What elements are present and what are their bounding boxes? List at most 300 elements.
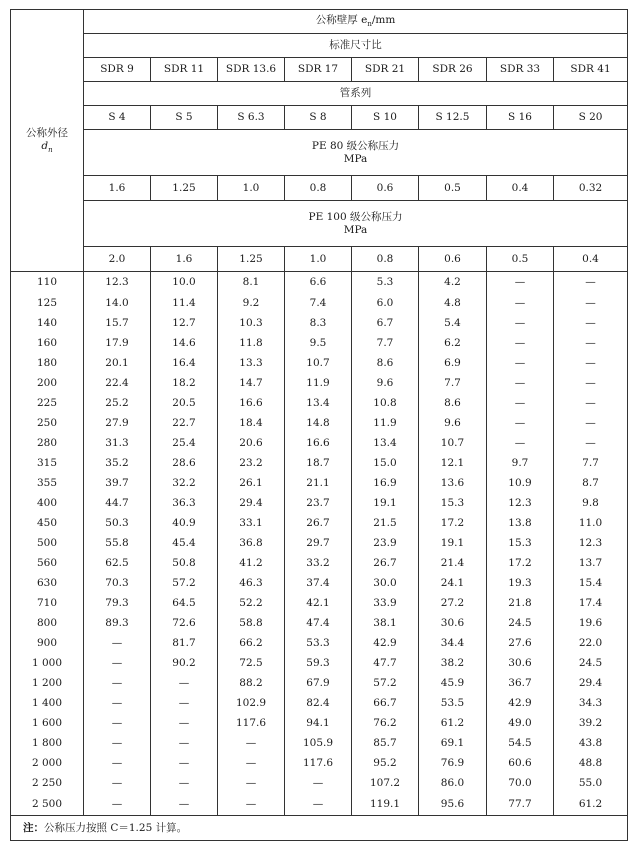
outer-diameter-cell: 560 (11, 553, 84, 573)
outer-diameter-cell: 1 600 (11, 713, 84, 733)
wall-thickness-cell: 29.4 (218, 493, 285, 513)
wall-thickness-cell: 86.0 (419, 773, 487, 793)
table-body (11, 272, 628, 816)
wall-thickness-cell: — (487, 293, 554, 313)
wall-thickness-cell: 45.4 (151, 533, 218, 553)
wall-thickness-cell: 88.2 (218, 673, 285, 693)
wall-thickness-cell: 8.7 (554, 473, 628, 493)
series-row (11, 106, 628, 130)
pe100-cell: 0.5 (487, 247, 554, 272)
table-row (11, 453, 628, 473)
table-row (11, 473, 628, 493)
wall-thickness-cell: 95.2 (352, 753, 419, 773)
outer-diameter-cell: 2 000 (11, 753, 84, 773)
outer-diameter-cell: 2 500 (11, 793, 84, 816)
wall-thickness-cell: 42.9 (352, 633, 419, 653)
wall-thickness-cell: 14.6 (151, 333, 218, 353)
wall-thickness-cell: 15.4 (554, 573, 628, 593)
wall-thickness-cell: 66.2 (218, 633, 285, 653)
outer-diameter-label: 公称外径 (26, 126, 68, 139)
pe100-row (11, 247, 628, 272)
table-header (11, 10, 628, 272)
wall-thickness-cell: 10.9 (487, 473, 554, 493)
wall-thickness-cell: 21.8 (487, 593, 554, 613)
wall-thickness-cell: 76.9 (419, 753, 487, 773)
wall-thickness-cell: 39.2 (554, 713, 628, 733)
wall-thickness-cell: 13.8 (487, 513, 554, 533)
wall-thickness-cell: 26.1 (218, 473, 285, 493)
outer-diameter-cell: 355 (11, 473, 84, 493)
wall-thickness-cell: 47.7 (352, 653, 419, 673)
table-row (11, 493, 628, 513)
note-label: 注： (23, 821, 44, 834)
wall-thickness-cell: — (84, 713, 151, 733)
outer-diameter-cell: 200 (11, 373, 84, 393)
wall-thickness-cell: 9.6 (419, 413, 487, 433)
table-row (11, 733, 628, 753)
outer-diameter-cell: 1 800 (11, 733, 84, 753)
wall-thickness-cell: 37.4 (285, 573, 352, 593)
wall-thickness-cell: 69.1 (419, 733, 487, 753)
wall-thickness-cell: 5.4 (419, 313, 487, 333)
wall-thickness-cell: 9.2 (218, 293, 285, 313)
wall-thickness-cell: 9.6 (352, 373, 419, 393)
outer-diameter-cell: 125 (11, 293, 84, 313)
wall-thickness-cell: 57.2 (151, 573, 218, 593)
table-row (11, 293, 628, 313)
wall-thickness-cell: 11.8 (218, 333, 285, 353)
wall-thickness-cell: 34.3 (554, 693, 628, 713)
wall-thickness-cell: — (218, 733, 285, 753)
wall-thickness-cell: 64.5 (151, 593, 218, 613)
pe100-cell: 1.0 (285, 247, 352, 272)
pe80-cell: 0.6 (352, 176, 419, 201)
wall-thickness-cell: 8.3 (285, 313, 352, 333)
table-row (11, 653, 628, 673)
outer-diameter-cell: 450 (11, 513, 84, 533)
wall-thickness-cell: 6.0 (352, 293, 419, 313)
wall-thickness-cell: — (84, 653, 151, 673)
wall-thickness-cell: 14.0 (84, 293, 151, 313)
wall-thickness-cell: 16.4 (151, 353, 218, 373)
wall-thickness-cell: 42.1 (285, 593, 352, 613)
series-cell: S 6.3 (218, 106, 285, 130)
pe80-cell: 0.4 (487, 176, 554, 201)
wall-thickness-cell: 16.6 (285, 433, 352, 453)
wall-thickness-cell: 72.5 (218, 653, 285, 673)
wall-thickness-cell: 119.1 (352, 793, 419, 816)
outer-diameter-cell: 1 400 (11, 693, 84, 713)
wall-thickness-cell: 9.8 (554, 493, 628, 513)
pe80-cell: 0.5 (419, 176, 487, 201)
wall-thickness-cell: 19.6 (554, 613, 628, 633)
wall-thickness-cell: 13.4 (352, 433, 419, 453)
wall-thickness-cell: 13.7 (554, 553, 628, 573)
wall-thickness-cell: — (487, 393, 554, 413)
wall-thickness-cell: — (84, 673, 151, 693)
outer-diameter-cell: 110 (11, 272, 84, 294)
wall-thickness-cell: 58.8 (218, 613, 285, 633)
wall-thickness-cell: 117.6 (218, 713, 285, 733)
wall-thickness-cell: 17.9 (84, 333, 151, 353)
pe80-title: PE 80 级公称压力 (311, 139, 400, 152)
sdr-cell: SDR 11 (151, 58, 218, 82)
wall-thickness-cell: 16.6 (218, 393, 285, 413)
outer-diameter-cell: 315 (11, 453, 84, 473)
wall-thickness-cell: — (84, 773, 151, 793)
series-cell: S 5 (151, 106, 218, 130)
pe80-cell: 0.8 (285, 176, 352, 201)
wall-thickness-cell: 90.2 (151, 653, 218, 673)
table-row (11, 393, 628, 413)
wall-thickness-subscript: n (367, 20, 372, 29)
wall-thickness-cell: 107.2 (352, 773, 419, 793)
wall-thickness-cell: 6.6 (285, 272, 352, 294)
wall-thickness-cell: — (218, 793, 285, 816)
wall-thickness-cell: 25.2 (84, 393, 151, 413)
wall-thickness-cell: 15.3 (487, 533, 554, 553)
wall-thickness-cell: 14.7 (218, 373, 285, 393)
wall-thickness-cell: 31.3 (84, 433, 151, 453)
sdr-cell: SDR 33 (487, 58, 554, 82)
wall-thickness-cell: 67.9 (285, 673, 352, 693)
wall-thickness-cell: 55.8 (84, 533, 151, 553)
wall-thickness-cell: 15.3 (419, 493, 487, 513)
wall-thickness-cell: — (151, 733, 218, 753)
wall-thickness-cell: 59.3 (285, 653, 352, 673)
pe80-unit: MPa (343, 152, 368, 165)
wall-thickness-cell: 43.8 (554, 733, 628, 753)
table-row (11, 353, 628, 373)
wall-thickness-cell: 28.6 (151, 453, 218, 473)
series-cell: S 10 (352, 106, 419, 130)
wall-thickness-cell: — (151, 753, 218, 773)
wall-thickness-cell: 95.6 (419, 793, 487, 816)
wall-thickness-cell: — (487, 353, 554, 373)
pe100-cell: 0.6 (419, 247, 487, 272)
wall-thickness-cell: 23.2 (218, 453, 285, 473)
table-row (11, 433, 628, 453)
outer-diameter-symbol-letter: d (41, 139, 49, 152)
wall-thickness-cell: 49.0 (487, 713, 554, 733)
wall-thickness-cell: — (84, 793, 151, 816)
wall-thickness-cell: 60.6 (487, 753, 554, 773)
outer-diameter-cell: 140 (11, 313, 84, 333)
wall-thickness-cell: 7.7 (352, 333, 419, 353)
pe100-cell: 0.8 (352, 247, 419, 272)
wall-thickness-cell: 30.6 (487, 653, 554, 673)
wall-thickness-cell: — (487, 373, 554, 393)
table-row (11, 633, 628, 653)
wall-thickness-cell: 76.2 (352, 713, 419, 733)
wall-thickness-cell: 36.7 (487, 673, 554, 693)
wall-thickness-cell: 70.0 (487, 773, 554, 793)
wall-thickness-cell: 52.2 (218, 593, 285, 613)
note-text: 公称压力按照 C＝1.25 计算。 (44, 821, 188, 834)
wall-thickness-cell: — (487, 272, 554, 294)
series-title: 管系列 (84, 82, 628, 106)
sdr-cell: SDR 21 (352, 58, 419, 82)
sdr-cell: SDR 9 (84, 58, 151, 82)
wall-thickness-cell: 40.9 (151, 513, 218, 533)
wall-thickness-cell: 24.1 (419, 573, 487, 593)
wall-thickness-cell: 19.1 (352, 493, 419, 513)
wall-thickness-cell: 54.5 (487, 733, 554, 753)
wall-thickness-cell: 85.7 (352, 733, 419, 753)
wall-thickness-cell: 55.0 (554, 773, 628, 793)
wall-thickness-cell: 13.6 (419, 473, 487, 493)
outer-diameter-cell: 280 (11, 433, 84, 453)
table-row (11, 513, 628, 533)
wall-thickness-cell: 39.7 (84, 473, 151, 493)
wall-thickness-cell: — (151, 793, 218, 816)
wall-thickness-cell: 12.1 (419, 453, 487, 473)
outer-diameter-cell: 630 (11, 573, 84, 593)
wall-thickness-cell: 7.4 (285, 293, 352, 313)
sdr-cell: SDR 17 (285, 58, 352, 82)
outer-diameter-cell: 400 (11, 493, 84, 513)
wall-thickness-cell: 53.3 (285, 633, 352, 653)
wall-thickness-cell: 30.0 (352, 573, 419, 593)
wall-thickness-cell: 82.4 (285, 693, 352, 713)
wall-thickness-cell: 30.6 (419, 613, 487, 633)
wall-thickness-cell: 7.7 (554, 453, 628, 473)
sdr-title: 标准尺寸比 (84, 34, 628, 58)
outer-diameter-cell: 900 (11, 633, 84, 653)
wall-thickness-cell: 18.4 (218, 413, 285, 433)
wall-thickness-cell: 23.7 (285, 493, 352, 513)
pe100-cell: 1.6 (151, 247, 218, 272)
wall-thickness-cell: 35.2 (84, 453, 151, 473)
wall-thickness-cell: 33.1 (218, 513, 285, 533)
pe100-title-cell (84, 201, 628, 247)
wall-thickness-cell: 34.4 (419, 633, 487, 653)
wall-thickness-cell: 33.2 (285, 553, 352, 573)
wall-thickness-cell: 11.0 (554, 513, 628, 533)
wall-thickness-cell: — (151, 713, 218, 733)
wall-thickness-cell: 27.6 (487, 633, 554, 653)
wall-thickness-cell: — (84, 693, 151, 713)
outer-diameter-cell: 225 (11, 393, 84, 413)
outer-diameter-cell: 2 250 (11, 773, 84, 793)
wall-thickness-cell: 50.3 (84, 513, 151, 533)
outer-diameter-subscript: n (48, 145, 53, 154)
wall-thickness-cell: — (554, 333, 628, 353)
wall-thickness-cell: — (487, 413, 554, 433)
table-row (11, 533, 628, 553)
wall-thickness-cell: 42.9 (487, 693, 554, 713)
wall-thickness-cell: 45.9 (419, 673, 487, 693)
wall-thickness-cell: 4.2 (419, 272, 487, 294)
wall-thickness-cell: 10.8 (352, 393, 419, 413)
wall-thickness-cell: 36.3 (151, 493, 218, 513)
wall-thickness-cell: 12.3 (487, 493, 554, 513)
pipe-wall-thickness-table (10, 9, 628, 841)
table-row (11, 693, 628, 713)
wall-thickness-cell: 9.7 (487, 453, 554, 473)
wall-thickness-cell: 19.1 (419, 533, 487, 553)
wall-thickness-cell: 38.2 (419, 653, 487, 673)
wall-thickness-cell: 8.1 (218, 272, 285, 294)
outer-diameter-cell: 500 (11, 533, 84, 553)
wall-thickness-cell: 70.3 (84, 573, 151, 593)
table-row (11, 593, 628, 613)
pe100-cell: 0.4 (554, 247, 628, 272)
wall-thickness-cell: 48.8 (554, 753, 628, 773)
wall-thickness-cell: 105.9 (285, 733, 352, 753)
wall-thickness-cell: 10.7 (419, 433, 487, 453)
wall-thickness-cell: 6.2 (419, 333, 487, 353)
wall-thickness-cell: 12.3 (554, 533, 628, 553)
wall-thickness-label: 公称壁厚 e (315, 14, 368, 27)
wall-thickness-cell: 9.5 (285, 333, 352, 353)
wall-thickness-cell: 21.1 (285, 473, 352, 493)
wall-thickness-cell: 25.4 (151, 433, 218, 453)
wall-thickness-cell: 24.5 (554, 653, 628, 673)
wall-thickness-cell: 94.1 (285, 713, 352, 733)
wall-thickness-cell: 17.4 (554, 593, 628, 613)
wall-thickness-cell: 20.6 (218, 433, 285, 453)
table-row (11, 313, 628, 333)
wall-thickness-cell: 81.7 (151, 633, 218, 653)
wall-thickness-cell: — (84, 733, 151, 753)
series-cell: S 12.5 (419, 106, 487, 130)
table-row (11, 713, 628, 733)
wall-thickness-cell: 26.7 (285, 513, 352, 533)
wall-thickness-cell: — (554, 373, 628, 393)
outer-diameter-header (11, 10, 84, 272)
pe80-cell: 1.6 (84, 176, 151, 201)
wall-thickness-cell: — (487, 313, 554, 333)
wall-thickness-cell: 72.6 (151, 613, 218, 633)
wall-thickness-cell: 13.4 (285, 393, 352, 413)
wall-thickness-cell: 15.7 (84, 313, 151, 333)
wall-thickness-cell: 6.9 (419, 353, 487, 373)
wall-thickness-cell: 29.4 (554, 673, 628, 693)
wall-thickness-cell: 47.4 (285, 613, 352, 633)
wall-thickness-cell: 18.7 (285, 453, 352, 473)
wall-thickness-cell: 79.3 (84, 593, 151, 613)
wall-thickness-cell: 11.9 (285, 373, 352, 393)
outer-diameter-cell: 1 200 (11, 673, 84, 693)
wall-thickness-cell: 11.4 (151, 293, 218, 313)
wall-thickness-cell: 4.8 (419, 293, 487, 313)
outer-diameter-symbol (41, 140, 52, 152)
wall-thickness-cell: — (218, 773, 285, 793)
wall-thickness-cell: — (285, 773, 352, 793)
outer-diameter-cell: 1 000 (11, 653, 84, 673)
sdr-cell: SDR 41 (554, 58, 628, 82)
outer-diameter-cell: 160 (11, 333, 84, 353)
table-row (11, 272, 628, 294)
table-row (11, 413, 628, 433)
wall-thickness-cell: 36.8 (218, 533, 285, 553)
wall-thickness-cell: 22.4 (84, 373, 151, 393)
wall-thickness-cell: 17.2 (487, 553, 554, 573)
pe100-cell: 1.25 (218, 247, 285, 272)
wall-thickness-cell: — (84, 633, 151, 653)
sdr-row (11, 58, 628, 82)
pe100-unit: MPa (343, 223, 368, 236)
wall-thickness-cell: 10.3 (218, 313, 285, 333)
outer-diameter-cell: 710 (11, 593, 84, 613)
table-row (11, 793, 628, 816)
wall-thickness-cell: 77.7 (487, 793, 554, 816)
wall-thickness-cell: 29.7 (285, 533, 352, 553)
wall-thickness-header (84, 10, 628, 34)
series-cell: S 4 (84, 106, 151, 130)
wall-thickness-cell: — (285, 793, 352, 816)
wall-thickness-cell: 15.0 (352, 453, 419, 473)
pe80-row (11, 176, 628, 201)
wall-thickness-cell: — (487, 433, 554, 453)
wall-thickness-cell: — (554, 313, 628, 333)
wall-thickness-cell: 8.6 (419, 393, 487, 413)
wall-thickness-cell: 5.3 (352, 272, 419, 294)
wall-thickness-cell: — (554, 393, 628, 413)
wall-thickness-cell: 38.1 (352, 613, 419, 633)
wall-thickness-cell: 23.9 (352, 533, 419, 553)
wall-thickness-cell: 26.7 (352, 553, 419, 573)
wall-thickness-cell: 102.9 (218, 693, 285, 713)
wall-thickness-cell: — (487, 333, 554, 353)
series-cell: S 8 (285, 106, 352, 130)
wall-thickness-cell: — (554, 413, 628, 433)
outer-diameter-cell: 800 (11, 613, 84, 633)
pe100-title: PE 100 级公称压力 (308, 210, 403, 223)
table-row (11, 373, 628, 393)
outer-diameter-cell: 180 (11, 353, 84, 373)
wall-thickness-cell: — (151, 673, 218, 693)
wall-thickness-cell: 14.8 (285, 413, 352, 433)
wall-thickness-cell: 24.5 (487, 613, 554, 633)
table-row (11, 753, 628, 773)
wall-thickness-cell: 11.9 (352, 413, 419, 433)
wall-thickness-cell: 50.8 (151, 553, 218, 573)
wall-thickness-cell: 20.1 (84, 353, 151, 373)
table-row (11, 553, 628, 573)
wall-thickness-cell: 18.2 (151, 373, 218, 393)
wall-thickness-cell: — (151, 773, 218, 793)
wall-thickness-cell: — (554, 353, 628, 373)
pe80-cell: 1.0 (218, 176, 285, 201)
wall-thickness-cell: — (151, 693, 218, 713)
series-cell: S 20 (554, 106, 628, 130)
wall-thickness-cell: 22.0 (554, 633, 628, 653)
wall-thickness-cell: 6.7 (352, 313, 419, 333)
wall-thickness-cell: 10.7 (285, 353, 352, 373)
wall-thickness-cell: 61.2 (419, 713, 487, 733)
wall-thickness-cell: 12.3 (84, 272, 151, 294)
wall-thickness-cell: 17.2 (419, 513, 487, 533)
wall-thickness-cell: — (554, 293, 628, 313)
wall-thickness-cell: 57.2 (352, 673, 419, 693)
wall-thickness-cell: 117.6 (285, 753, 352, 773)
wall-thickness-cell: 8.6 (352, 353, 419, 373)
wall-thickness-cell: 32.2 (151, 473, 218, 493)
pe80-cell: 0.32 (554, 176, 628, 201)
pe100-cell: 2.0 (84, 247, 151, 272)
wall-thickness-cell: 62.5 (84, 553, 151, 573)
wall-thickness-cell: 61.2 (554, 793, 628, 816)
wall-thickness-cell: 33.9 (352, 593, 419, 613)
table-row (11, 333, 628, 353)
wall-thickness-cell: 89.3 (84, 613, 151, 633)
wall-thickness-cell: 10.0 (151, 272, 218, 294)
pe80-title-cell (84, 130, 628, 176)
wall-thickness-cell: 53.5 (419, 693, 487, 713)
table-row (11, 673, 628, 693)
